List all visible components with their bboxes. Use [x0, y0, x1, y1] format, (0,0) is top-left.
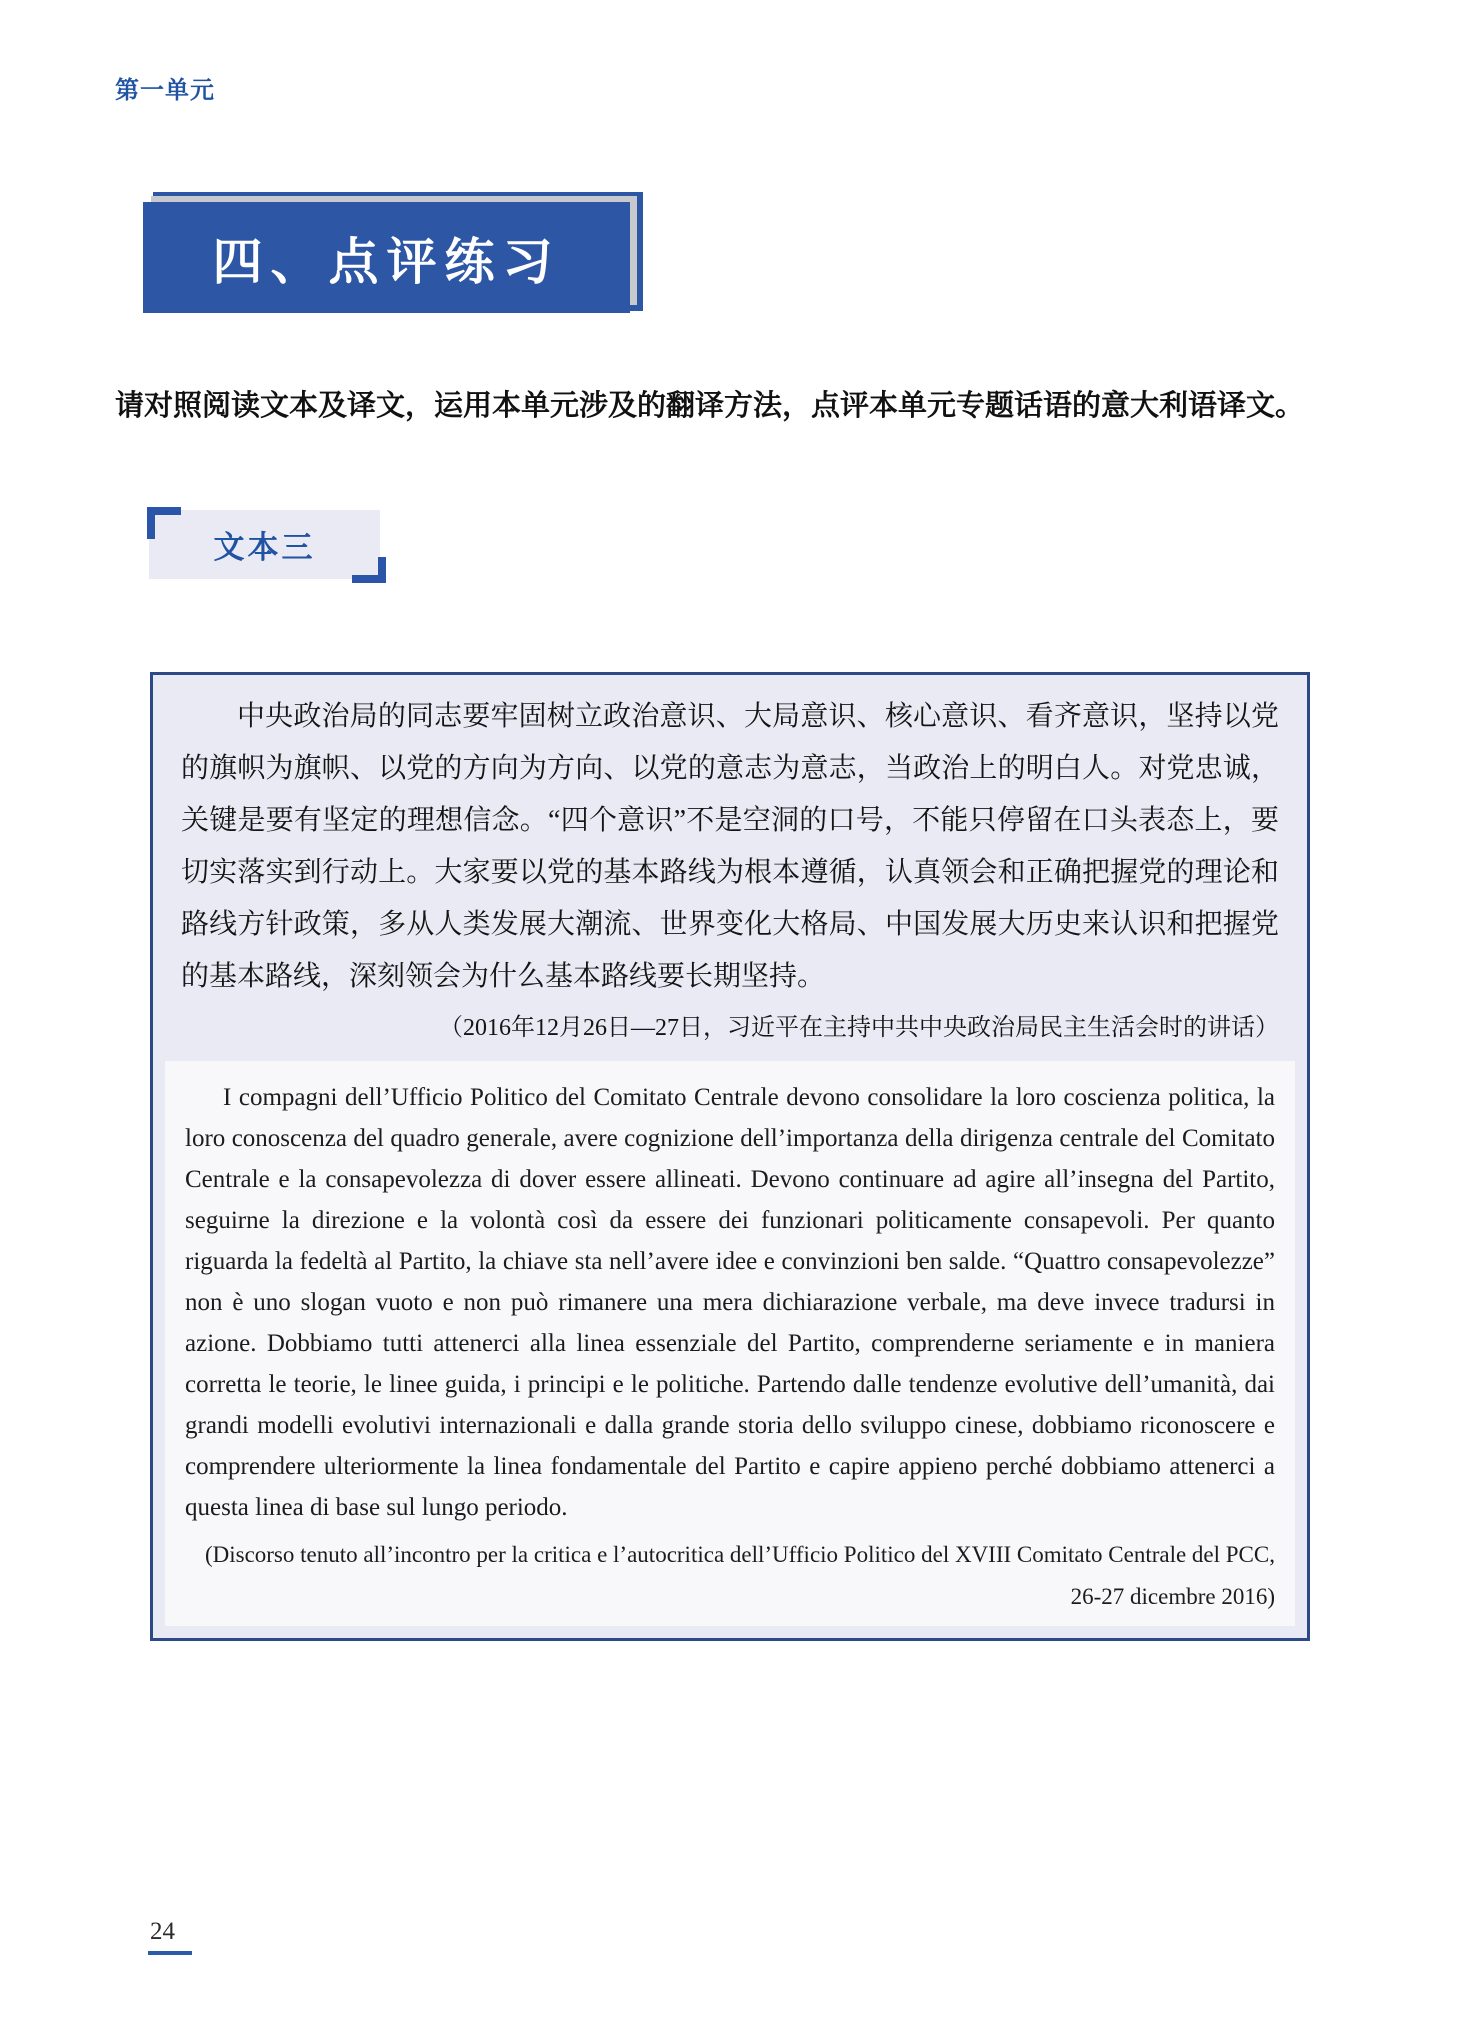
chinese-source-paragraph: 中央政治局的同志要牢固树立政治意识、大局意识、核心意识、看齐意识，坚持以党的旗帜为旗帜、以党的方向为方向、以党的意志为意志，当政治上的明白人。对党忠诚，关键是要有坚定的理想信念。“四个意识”不是空洞的口号，不能只停留在口头表态上，要切实落实到行动上。大家要以党的基本路线为根本遵循，认真领会和正确把握党的理论和路线方针政策，多从人类发展大潮流、世界变化大格局、中国发展大历史来认识和把握党的基本路线，深刻领会为什么基本路线要长期坚持。: [181, 701, 1279, 992]
chinese-source-attribution: （2016年12月26日—27日，习近平在主持中共中央政治局民主生活会时的讲话）: [439, 1015, 1279, 1041]
running-head-unit-label: 第一单元: [115, 77, 215, 104]
text-three-tag-label: 文本三: [213, 530, 316, 565]
section-banner: [143, 192, 643, 313]
quotation-box: [150, 672, 1310, 1641]
section-title: 四、点评练习: [212, 233, 561, 290]
exercise-instruction-paragraph: 请对照阅读文本及译文，运用本单元涉及的翻译方法，点评本单元专题话语的意大利语译文。: [115, 390, 1305, 422]
page-number-rule: [148, 1951, 192, 1955]
text-three-tag: [149, 510, 380, 579]
italian-translation-paragraph: I compagni dell’Ufficio Politico del Comitato Centrale devono consolidare la loro coscienza politica, la loro conoscenza del quadro generale, avere cognizione dell’importanza della dirigenza centrale del Comitato Centrale e la consapevolezza di dover essere allineati. Devono continuare ad agire all’insegna del Partito, seguirne la direzione e la volontà così da essere dei funzionari politicamente consapevoli. Per quanto riguarda la fedeltà al Partito, la chiave sta nell’avere idee e convinzioni ben salde. “Quattro consapevolezze” non è uno slogan vuoto e non può rimanere una mera dichiarazione verbale, ma deve invece tradursi in azione. Dobbiamo tutti attenerci alla linea essenziale del Partito, comprenderne seriamente e in maniera corretta le teorie, le linee guida, i principi e le politiche. Partendo dalle tendenze evolutive dell’umanità, dai grandi modelli evolutivi internazionali e dalla grande storia dello sviluppo cinese, dobbiamo riconoscere e comprendere ulteriormente la linea fondamentale del Partito e capire appieno perché dobbiamo attenerci a questa linea di base sul lungo periodo.: [185, 1084, 1275, 1521]
corner-bracket-top-left-icon: [147, 507, 181, 539]
page-footer: [148, 1918, 192, 1955]
banner-front-layer: [143, 202, 630, 313]
corner-bracket-bottom-right-icon: [352, 557, 386, 583]
page-number: 24: [150, 1918, 175, 1945]
italian-translation-panel: [165, 1061, 1295, 1626]
italian-translation-attribution: (Discorso tenuto all’incontro per la critica e l’autocritica dell’Ufficio Politico del XVIII Comitato Centrale del PCC, 26-27 dicembre 2016): [204, 1542, 1275, 1609]
